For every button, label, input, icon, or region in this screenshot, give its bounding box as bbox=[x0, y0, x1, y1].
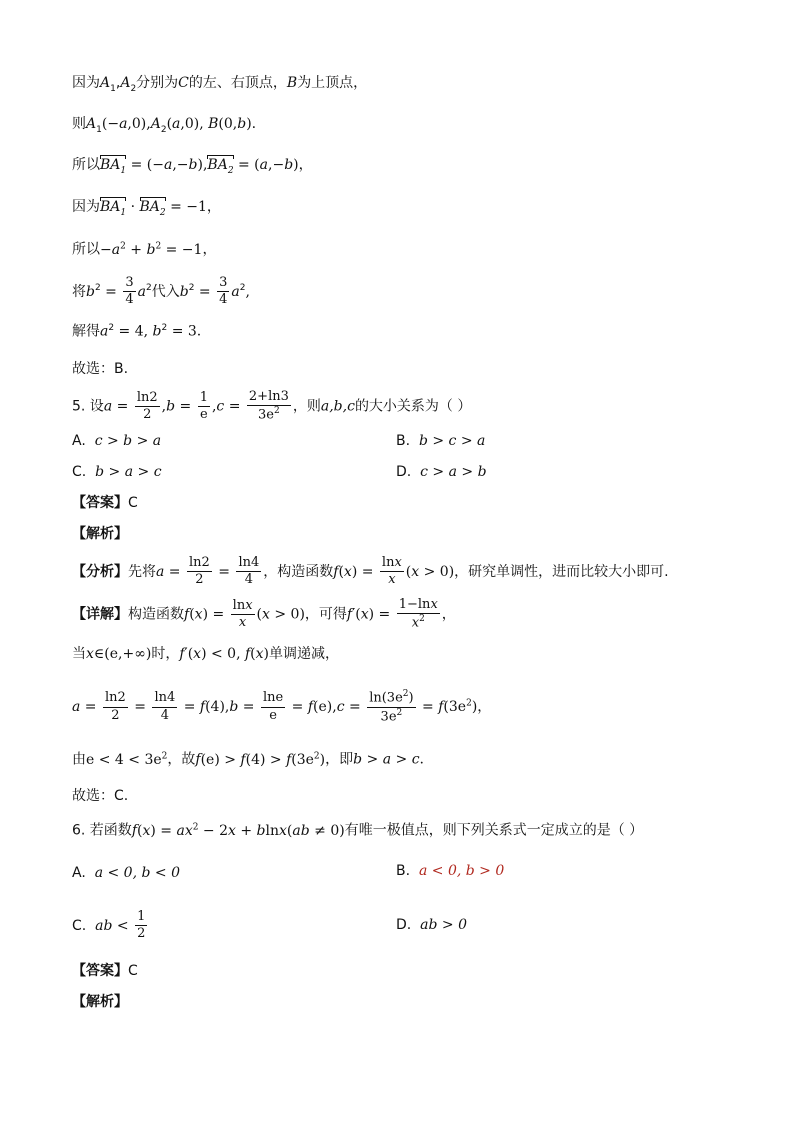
option-5d[interactable]: D. c > a > b bbox=[396, 464, 487, 480]
derivation-line-2: a = $\frac{\ln 2}{2}$ = $\frac{\ln 4}{4}$ = f(4),b = $\frac{\ln e}{e}$ = f(e),c = $\frac{\ln(3e^2)}{3e^2}$ = $f(3e^2)$， bbox=[72, 689, 492, 724]
question-5-stem: 5. 设a = $\frac{\ln 2}{2}$ ,b = $\frac{1}{e}$ ,c = $\frac{2+\ln 3}{3e^2}$ ，则a,b,c的大小关系为（ ） bbox=[72, 389, 472, 423]
analysis-5-heading: 【解析】 bbox=[72, 526, 128, 542]
option-6d[interactable]: D. ab > 0 bbox=[396, 917, 467, 933]
analysis-5-fenxi: 【分析】先将a = $\frac{\ln 2}{2}$ = $\frac{\ln 4}{4}$ ，构造函数f(x) = $\frac{\ln x}{x}$ (x > 0)，研究单调性，进而比较大小即可. bbox=[72, 555, 669, 588]
vector-ba2-b: $BA_2$ bbox=[139, 199, 166, 218]
solution-line-3: 所以$BA_1 = (-a,-b),BA_2 = (a,-b)$， bbox=[72, 157, 313, 176]
solution-line-8: 故选：B. bbox=[72, 361, 129, 377]
solution-line-6: 将$b^2$ = $\frac{3}{4}$ $a^2$代入$b^2$ = $\frac{3}{4}$ $a^2$, bbox=[72, 275, 250, 308]
derivation-line-1: 当x∈(e,+∞)时，f′(x) < 0, f(x)单调递减， bbox=[72, 646, 339, 662]
derivation-line-4: 故选：C. bbox=[72, 788, 129, 804]
question-6-stem: 6. 若函数$f(x) = ax^2 - 2x + blnx(ab \ne 0)$有唯一极值点，则下列关系式一定成立的是（ ） bbox=[72, 822, 644, 839]
solution-line-5: 所以$-a^2 + b^2 = -1$， bbox=[72, 241, 217, 258]
option-6a[interactable]: A. a < 0, b < 0 bbox=[72, 865, 180, 881]
answer-5: 【答案】C bbox=[72, 495, 138, 511]
option-5c[interactable]: C. b > a > c bbox=[72, 464, 162, 480]
solution-line-7: 解得$a^2 = 4$, $b^2 = 3$. bbox=[72, 323, 202, 340]
vector-ba1: $BA_1$ bbox=[100, 157, 127, 176]
solution-line-4: 因为$BA_1 \cdot BA_2 = -1$， bbox=[72, 199, 221, 218]
option-5b[interactable]: B. b > c > a bbox=[396, 433, 486, 449]
analysis-6-heading: 【解析】 bbox=[72, 994, 128, 1010]
solution-line-1: 因为$A_1,A_2$分别为C的左、右顶点，B为上顶点， bbox=[72, 75, 368, 94]
option-6b[interactable]: B. a < 0, b > 0 bbox=[396, 863, 505, 879]
solution-line-2: 则$A_1(-a,0),A_2(a,0)$, B(0,b). bbox=[72, 116, 257, 135]
option-6c[interactable]: C. ab < $\frac{1}{2}$ bbox=[72, 909, 146, 942]
analysis-5-xiangjie: 【详解】构造函数f(x) = $\frac{\ln x}{x}$ (x > 0)，可得f′(x) = $\frac{1-\ln x}{x^2}$ ， bbox=[72, 597, 456, 631]
vector-ba2: $BA_2$ bbox=[207, 157, 234, 176]
answer-6: 【答案】C bbox=[72, 963, 138, 979]
vector-ba1-b: $BA_1$ bbox=[100, 199, 127, 218]
option-5a[interactable]: A. c > b > a bbox=[72, 433, 162, 449]
derivation-line-3: 由$e < 4 < 3e^2$，故$f(e) > f(4) > f(3e^2)$，即b > a > c. bbox=[72, 751, 424, 768]
